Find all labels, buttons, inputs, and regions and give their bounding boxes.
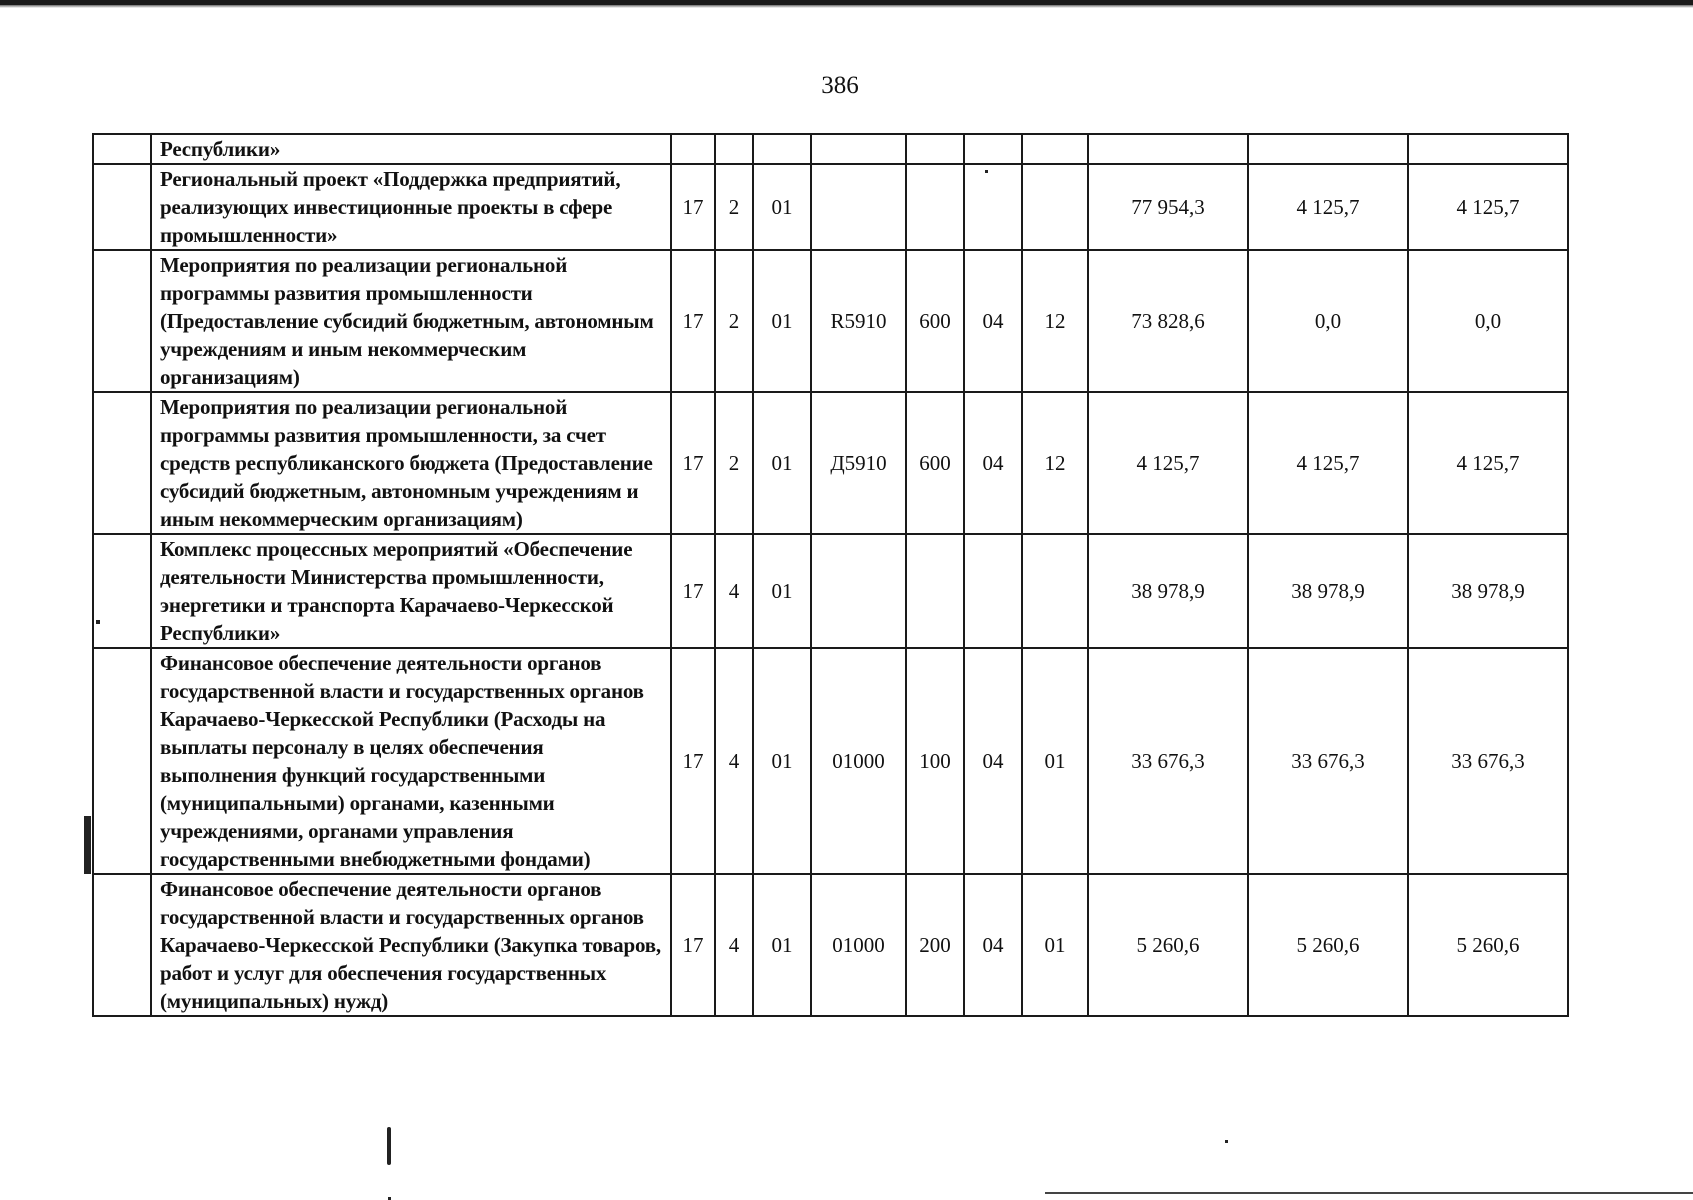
item-name-cell: Мероприятия по реализации региональной программы развития промышленности, за счет средств республиканского бюджета (Предоставление субсидий бюджетным, автономным учреждениям и иным некоммерческим организациям) <box>151 392 671 534</box>
amount-cell: 0,0 <box>1408 250 1568 392</box>
code-cell: 01 <box>753 164 811 250</box>
table-row <box>93 648 1568 874</box>
code-cell: 04 <box>964 250 1022 392</box>
item-name-cell: Региональный проект «Поддержка предприятий, реализующих инвестиционные проекты в сфере промышленности» <box>151 164 671 250</box>
code-cell: 17 <box>671 250 715 392</box>
row-number-cell <box>93 250 151 392</box>
code-cell: 200 <box>906 874 964 1016</box>
amount-cell: 4 125,7 <box>1408 164 1568 250</box>
scan-top-border <box>0 0 1693 8</box>
code-cell <box>906 534 964 648</box>
table-row <box>93 164 1568 250</box>
amount-cell: 73 828,6 <box>1088 250 1248 392</box>
code-cell: 04 <box>964 392 1022 534</box>
code-cell <box>811 534 906 648</box>
table-row <box>93 874 1568 1016</box>
code-cell <box>964 164 1022 250</box>
code-cell: 01000 <box>811 648 906 874</box>
code-cell: 17 <box>671 874 715 1016</box>
code-cell: 12 <box>1022 392 1088 534</box>
code-cell: 12 <box>1022 250 1088 392</box>
code-cell: 01 <box>1022 874 1088 1016</box>
code-cell <box>1022 534 1088 648</box>
code-cell: 01 <box>753 874 811 1016</box>
code-cell <box>1022 134 1088 164</box>
code-cell: 2 <box>715 250 753 392</box>
code-cell: 17 <box>671 164 715 250</box>
code-cell: 01 <box>753 534 811 648</box>
row-number-cell <box>93 648 151 874</box>
code-cell <box>964 134 1022 164</box>
amount-cell <box>1248 134 1408 164</box>
code-cell: 17 <box>671 534 715 648</box>
item-name-cell: Республики» <box>151 134 671 164</box>
budget-table <box>92 133 1569 1017</box>
amount-cell: 4 125,7 <box>1408 392 1568 534</box>
code-cell: 01 <box>753 392 811 534</box>
item-name-cell: Финансовое обеспечение деятельности органов государственной власти и государственных органов Карачаево-Черкесской Республики (Закупка товаров, работ и услуг для обеспечения государственных (муниципальных) нужд) <box>151 874 671 1016</box>
code-cell: 01 <box>1022 648 1088 874</box>
amount-cell: 33 676,3 <box>1088 648 1248 874</box>
code-cell: R5910 <box>811 250 906 392</box>
row-number-cell <box>93 534 151 648</box>
table-row <box>93 392 1568 534</box>
item-name-cell: Мероприятия по реализации региональной программы развития промышленности (Предоставление субсидий бюджетным, автономным учреждениям и иным некоммерческим организациям) <box>151 250 671 392</box>
code-cell <box>964 534 1022 648</box>
code-cell: 4 <box>715 874 753 1016</box>
code-cell: Д5910 <box>811 392 906 534</box>
table-row <box>93 250 1568 392</box>
table-row <box>93 134 1568 164</box>
amount-cell <box>1408 134 1568 164</box>
amount-cell: 38 978,9 <box>1088 534 1248 648</box>
amount-cell: 33 676,3 <box>1408 648 1568 874</box>
amount-cell: 4 125,7 <box>1088 392 1248 534</box>
row-number-cell <box>93 134 151 164</box>
code-cell: 600 <box>906 250 964 392</box>
amount-cell: 5 260,6 <box>1248 874 1408 1016</box>
code-cell <box>1022 164 1088 250</box>
amount-cell: 33 676,3 <box>1248 648 1408 874</box>
code-cell: 17 <box>671 392 715 534</box>
item-name-cell: Финансовое обеспечение деятельности органов государственной власти и государственных органов Карачаево-Черкесской Республики (Расходы на выплаты персоналу в целях обеспечения выполнения функций государственными (муниципальными) органами, казенными учреждениями, органами управления государственными внебюджетными фондами) <box>151 648 671 874</box>
amount-cell: 5 260,6 <box>1408 874 1568 1016</box>
code-cell: 17 <box>671 648 715 874</box>
scan-artifact <box>387 1127 391 1165</box>
amount-cell: 4 125,7 <box>1248 392 1408 534</box>
row-number-cell <box>93 874 151 1016</box>
code-cell <box>753 134 811 164</box>
code-cell <box>671 134 715 164</box>
scan-artifact <box>84 816 91 874</box>
code-cell: 2 <box>715 392 753 534</box>
amount-cell: 0,0 <box>1248 250 1408 392</box>
table-row <box>93 534 1568 648</box>
amount-cell: 4 125,7 <box>1248 164 1408 250</box>
scan-speck <box>985 170 988 173</box>
item-name-cell: Комплекс процессных мероприятий «Обеспечение деятельности Министерства промышленности, энергетики и транспорта Карачаево-Черкесской Республики» <box>151 534 671 648</box>
row-number-cell <box>93 164 151 250</box>
scan-speck <box>96 620 100 624</box>
code-cell: 4 <box>715 648 753 874</box>
amount-cell: 38 978,9 <box>1248 534 1408 648</box>
page-number: 386 <box>821 72 859 99</box>
amount-cell: 77 954,3 <box>1088 164 1248 250</box>
code-cell <box>811 164 906 250</box>
code-cell: 600 <box>906 392 964 534</box>
code-cell <box>906 134 964 164</box>
code-cell: 04 <box>964 648 1022 874</box>
code-cell: 100 <box>906 648 964 874</box>
scan-speck <box>1225 1140 1228 1143</box>
code-cell: 01 <box>753 648 811 874</box>
row-number-cell <box>93 392 151 534</box>
amount-cell: 38 978,9 <box>1408 534 1568 648</box>
code-cell <box>811 134 906 164</box>
code-cell: 04 <box>964 874 1022 1016</box>
amount-cell: 5 260,6 <box>1088 874 1248 1016</box>
code-cell: 01000 <box>811 874 906 1016</box>
code-cell <box>906 164 964 250</box>
scan-bottom-border <box>1045 1192 1693 1194</box>
code-cell: 01 <box>753 250 811 392</box>
amount-cell <box>1088 134 1248 164</box>
code-cell <box>715 134 753 164</box>
code-cell: 2 <box>715 164 753 250</box>
code-cell: 4 <box>715 534 753 648</box>
